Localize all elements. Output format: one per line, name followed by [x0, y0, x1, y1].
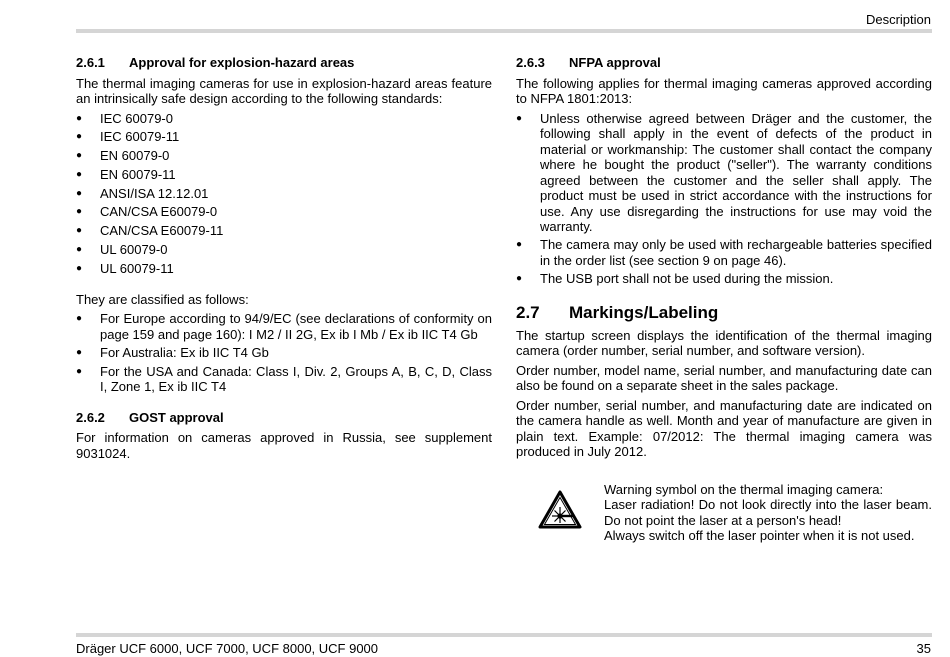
- list-item: ● CAN/CSA E60079-0: [76, 204, 492, 220]
- warning-line: Always switch off the laser pointer when it is not used.: [604, 528, 915, 544]
- list-item: ● ANSI/ISA 12.12.01: [76, 186, 492, 202]
- list-item: ● For the USA and Canada: Class I, Div. 2, Groups A, B, C, D, Class I, Zone 1, Ex ib IIC T4: [76, 364, 492, 395]
- section-title: GOST approval: [129, 409, 224, 425]
- markings-paragraph: Order number, model name, serial number, and manufacturing date can also be found on a separate sheet in the sales package.: [516, 362, 932, 394]
- footer-product-name: Dräger UCF 6000, UCF 7000, UCF 8000, UCF 9000: [76, 641, 379, 656]
- list-item: ● CAN/CSA E60079-11: [76, 223, 492, 239]
- section-2-6-1-heading: [76, 55, 492, 71]
- section-number: 2.6.3: [516, 55, 545, 70]
- list-item: ● EN 60079-0: [76, 148, 492, 164]
- warning-line: Laser radiation! Do not look directly into the laser beam. Do not point the laser at a person's head!: [604, 497, 932, 528]
- section-2-6-2-heading: [76, 410, 492, 426]
- standards-list: [76, 111, 492, 277]
- page-header-title: Description: [865, 12, 931, 27]
- list-item: ● IEC 60079-11: [76, 129, 492, 145]
- list-item: ● The camera may only be used with rechargeable batteries specified in the order list (see section 9 on page 46).: [516, 237, 932, 268]
- laser-warning-block: [516, 482, 932, 544]
- list-item: ● For Australia: Ex ib IIC T4 Gb: [76, 345, 492, 361]
- section-2-6-3-intro: The following applies for thermal imaging cameras approved according to NFPA 1801:2013:: [516, 75, 932, 106]
- section-2-6-3-heading: [516, 55, 932, 71]
- classified-intro: They are classified as follows:: [76, 291, 249, 307]
- list-item: ● For Europe according to 94/9/EC (see declarations of conformity on page 159 and page 160): I M2 / II 2G, Ex ib I Mb / Ex ib IIC T4 Gb: [76, 311, 492, 342]
- section-number: 2.7: [516, 302, 540, 322]
- page-number: 35: [916, 641, 931, 656]
- laser-warning-text: [604, 482, 932, 544]
- list-item: ● The USB port shall not be used during the mission.: [516, 271, 932, 287]
- laser-warning-icon: [516, 482, 604, 544]
- left-column: [76, 55, 492, 465]
- section-title: NFPA approval: [569, 55, 661, 70]
- section-number: 2.6.2: [76, 409, 105, 425]
- list-item: ● UL 60079-0: [76, 242, 492, 258]
- list-item: ● IEC 60079-0: [76, 111, 492, 127]
- markings-paragraph: The startup screen displays the identification of the thermal imaging camera (order number, serial number, and software version).: [516, 327, 932, 359]
- list-item: ● Unless otherwise agreed between Dräger and the customer, the following shall apply in the event of defects of the product in material or workmanship: The customer shall contact the company where he bought the product ("seller"). The warranty conditions agreed between the customer and the seller shall apply. The product must be used in strict accordance with the instructions for use. Any use disregarding the instructions for use may void the warranty.: [516, 111, 932, 235]
- classification-list: [76, 311, 492, 395]
- right-column: [516, 55, 932, 544]
- warning-line: Warning symbol on the thermal imaging camera:: [604, 481, 884, 497]
- section-2-7-heading: [516, 303, 932, 323]
- section-2-6-2-text: For information on cameras approved in Russia, see supplement 9031024.: [76, 430, 492, 461]
- section-title: Markings/Labeling: [569, 302, 719, 322]
- section-2-6-1-intro: The thermal imaging cameras for use in explosion-hazard areas feature an intrinsically safe design according to the following standards:: [76, 75, 492, 106]
- markings-paragraph: Order number, serial number, and manufacturing date are indicated on the camera handle as well. Month and year of manufacture are given in plain text. Example: 07/2012: The thermal imaging camera was produced in July 2012.: [516, 397, 932, 460]
- list-item: ● EN 60079-11: [76, 167, 492, 183]
- list-item: ● UL 60079-11: [76, 261, 492, 277]
- footer-rule: [76, 633, 932, 637]
- section-number: 2.6.1: [76, 55, 105, 70]
- nfpa-list: [516, 111, 932, 287]
- header-rule: [76, 29, 932, 33]
- section-title: Approval for explosion-hazard areas: [129, 55, 355, 70]
